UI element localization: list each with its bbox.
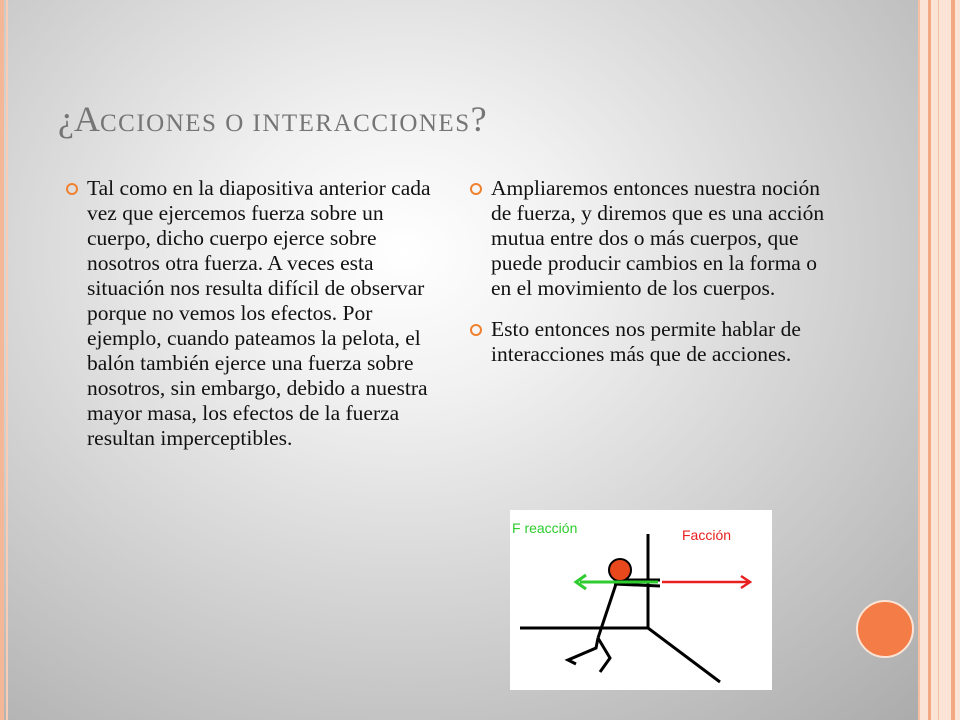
bullet-text: Ampliaremos entonces nuestra noción de fuerza, y diremos que es una acción mutua entre dos o más cuerpos, que puede producir cambios en la forma o en el movimiento de los cuerpos. <box>491 176 825 300</box>
slide-title <box>58 94 878 144</box>
stick-figure-drawing <box>510 510 772 690</box>
head-circle <box>609 559 631 581</box>
bullet-text: Tal como en la diapositiva anterior cada vez que ejercemos fuerza sobre un cuerpo, dicho cuerpo ejerce sobre nosotros otra fuerza. A veces esta situación nos resulta difícil de observar porque no vemos los efectos. Por ejemplo, cuando pateamos la pelota, el balón también ejerce una fuerza sobre nosotros, sin embargo, debido a nuestra mayor masa, los efectos de la fuerza resultan imperceptibles. <box>87 176 431 450</box>
title-end: ? <box>470 99 487 139</box>
leg-line <box>568 638 598 664</box>
leg-line <box>598 638 610 672</box>
bullet-circle-icon <box>66 183 78 195</box>
title-small-caps: CCIONES O INTERACCIONES <box>99 110 471 137</box>
bullet-item <box>470 317 830 367</box>
left-border-stripe-inner <box>6 0 8 720</box>
bullet-circle-icon <box>470 183 482 195</box>
left-text-column <box>66 176 438 467</box>
orange-circle-decoration <box>856 600 914 658</box>
bullet-item <box>66 176 438 451</box>
arm-line <box>614 584 660 586</box>
right-band-line <box>928 0 931 720</box>
bullet-text: Esto entonces nos permite hablar de interacciones más que de acciones. <box>491 317 801 366</box>
right-band-line <box>918 0 920 720</box>
action-label: Facción <box>682 527 732 543</box>
force-interaction-figure <box>510 510 772 690</box>
right-text-column <box>470 176 830 383</box>
right-band-line <box>938 0 939 720</box>
left-border-stripe <box>0 0 4 720</box>
right-band-line <box>951 0 955 720</box>
title-start: ¿A <box>58 99 100 139</box>
reaction-label: F reacción <box>512 520 578 536</box>
floor-slope-line <box>648 628 720 682</box>
bullet-item <box>470 176 830 301</box>
bullet-circle-icon <box>470 324 482 336</box>
